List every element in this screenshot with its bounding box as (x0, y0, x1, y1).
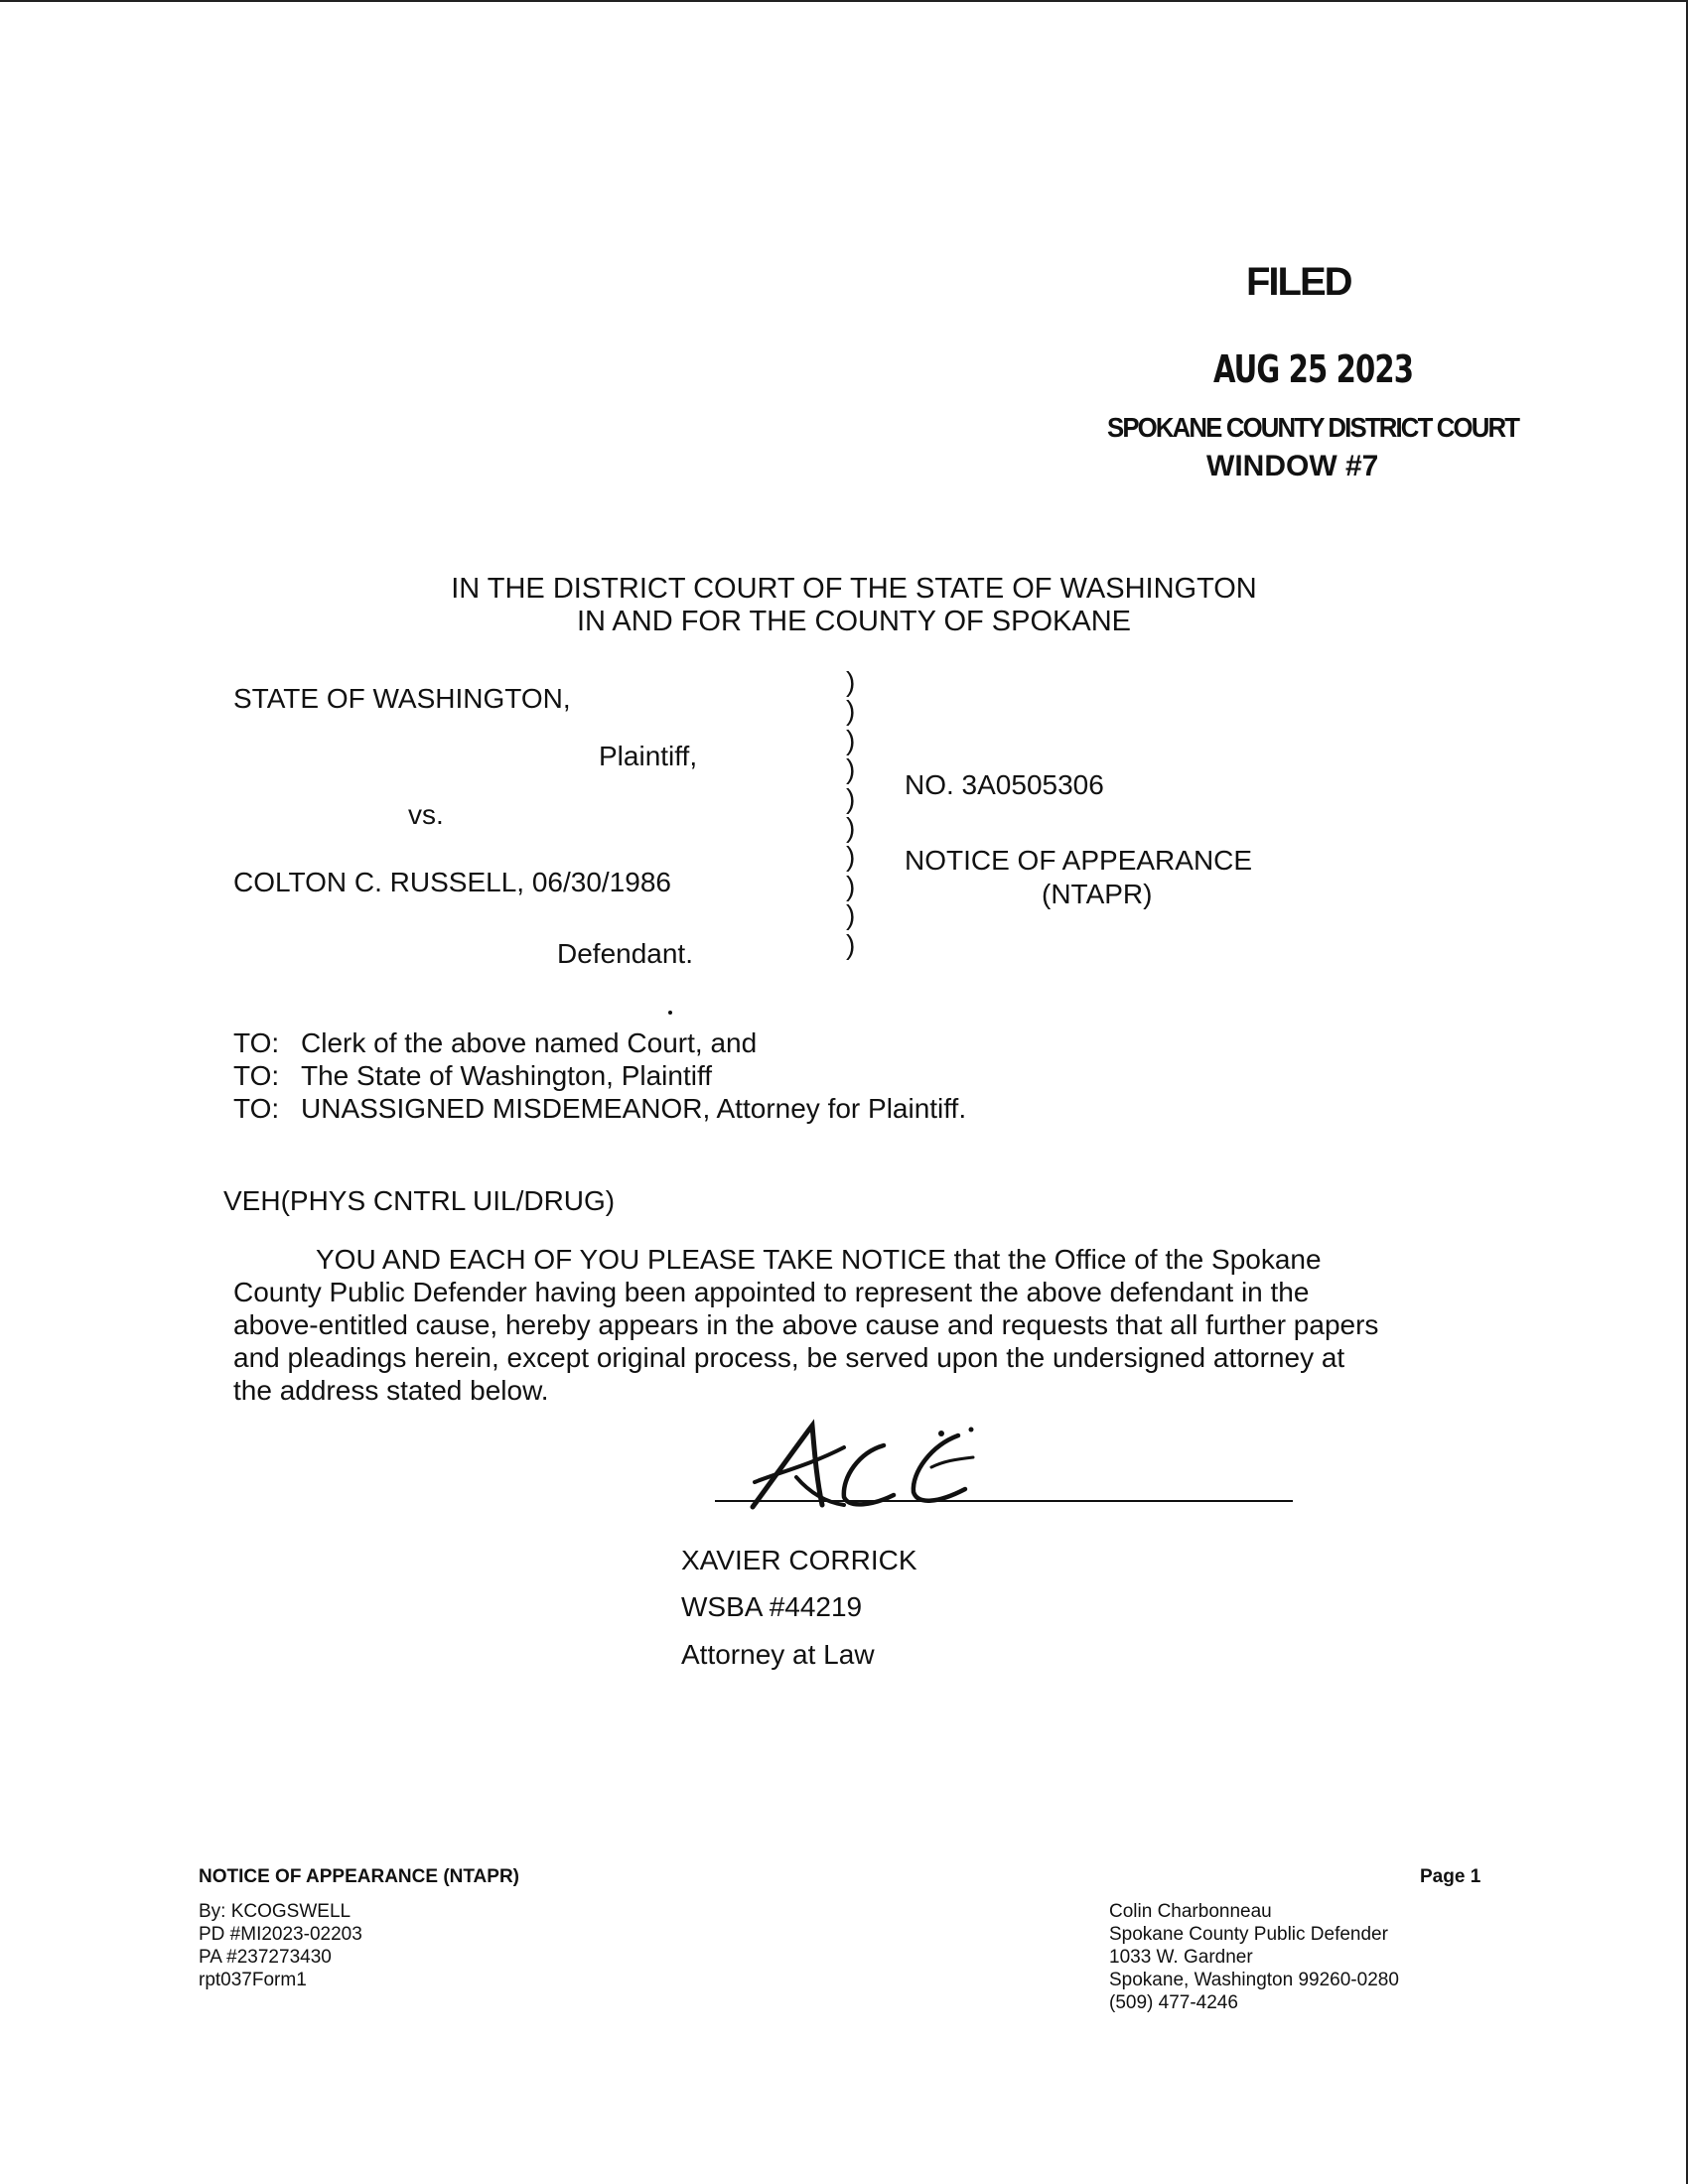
paren: ) (846, 812, 856, 844)
footer-document-title: NOTICE OF APPEARANCE (NTAPR) (199, 1866, 519, 1887)
paren: ) (846, 724, 856, 755)
filed-stamp-window: WINDOW #7 (1206, 450, 1379, 482)
recipient-line (233, 1060, 712, 1092)
paren: ) (846, 782, 856, 814)
paren: ) (846, 841, 856, 873)
signature-line (715, 1500, 1293, 1502)
footer-right-line: Spokane County Public Defender (1109, 1924, 1388, 1945)
paren: ) (846, 870, 856, 901)
attorney-name: XAVIER CORRICK (681, 1545, 917, 1575)
attorney-title: Attorney at Law (681, 1639, 875, 1670)
paren: ) (846, 928, 856, 960)
filed-stamp-court: SPOKANE COUNTY DISTRICT COURT (1107, 412, 1519, 443)
paren: ) (846, 899, 856, 931)
recipient-label: TO: (233, 1027, 280, 1058)
paren: ) (846, 666, 856, 697)
footer-left-line: PD #MI2023-02203 (199, 1924, 362, 1945)
footer-left-line: By: KCOGSWELL (199, 1901, 352, 1922)
document-title: NOTICE OF APPEARANCE (905, 845, 1253, 876)
notice-line: County Public Defender having been appointed to represent the above defendant in the (233, 1277, 1310, 1307)
caption-paren-column (846, 667, 866, 959)
footer-right-line: 1033 W. Gardner (1109, 1947, 1253, 1968)
defendant-label: Defendant. (557, 938, 693, 969)
versus-label: vs. (408, 799, 444, 830)
plaintiff-name: STATE OF WASHINGTON, (233, 683, 571, 714)
page-border-top (0, 0, 1688, 2)
recipient-text: Clerk of the above named Court, and (301, 1027, 758, 1058)
document-title-code: (NTAPR) (1042, 879, 1153, 909)
footer-left-line: PA #237273430 (199, 1947, 332, 1968)
footer-right-line: Colin Charbonneau (1109, 1901, 1272, 1922)
filed-stamp-date: AUG 25 2023 (1213, 347, 1414, 391)
footer-page-number: Page 1 (1420, 1866, 1481, 1887)
recipient-label: TO: (233, 1093, 280, 1124)
defendant-name: COLTON C. RUSSELL, 06/30/1986 (233, 867, 671, 897)
court-heading-line2: IN AND FOR THE COUNTY OF SPOKANE (576, 606, 1132, 637)
footer-right-line: Spokane, Washington 99260-0280 (1109, 1970, 1399, 1990)
recipient-text: The State of Washington, Plaintiff (301, 1060, 713, 1091)
attorney-bar-number: WSBA #44219 (681, 1591, 863, 1622)
charge-description: VEH(PHYS CNTRL UIL/DRUG) (223, 1185, 616, 1216)
recipient-label: TO: (233, 1060, 280, 1091)
notice-line: the address stated below. (233, 1375, 549, 1406)
notice-line: and pleadings herein, except original process, be served upon the undersigned attorney at (233, 1342, 1345, 1373)
case-number: NO. 3A0505306 (905, 769, 1104, 800)
footer-right-block (1109, 1900, 1399, 2014)
paren: ) (846, 753, 856, 785)
recipient-line (233, 1027, 757, 1059)
paren: ) (846, 695, 856, 727)
notice-line: YOU AND EACH OF YOU PLEASE TAKE NOTICE that the Office of the Spokane (316, 1244, 1322, 1275)
recipient-text: UNASSIGNED MISDEMEANOR, Attorney for Plaintiff. (301, 1093, 967, 1124)
court-heading-line1: IN THE DISTRICT COURT OF THE STATE OF WASHINGTON (451, 573, 1257, 605)
filed-stamp-label: FILED (1246, 260, 1351, 304)
footer-left-line: rpt037Form1 (199, 1970, 307, 1990)
footer-left-block (199, 1900, 362, 1991)
plaintiff-label: Plaintiff, (599, 741, 698, 771)
notice-line: above-entitled cause, hereby appears in the above cause and requests that all further papers (233, 1309, 1379, 1340)
stray-mark (668, 1011, 672, 1015)
recipient-line (233, 1093, 966, 1125)
handwritten-signature (735, 1418, 1033, 1517)
footer-right-line: (509) 477-4246 (1109, 1992, 1238, 2013)
